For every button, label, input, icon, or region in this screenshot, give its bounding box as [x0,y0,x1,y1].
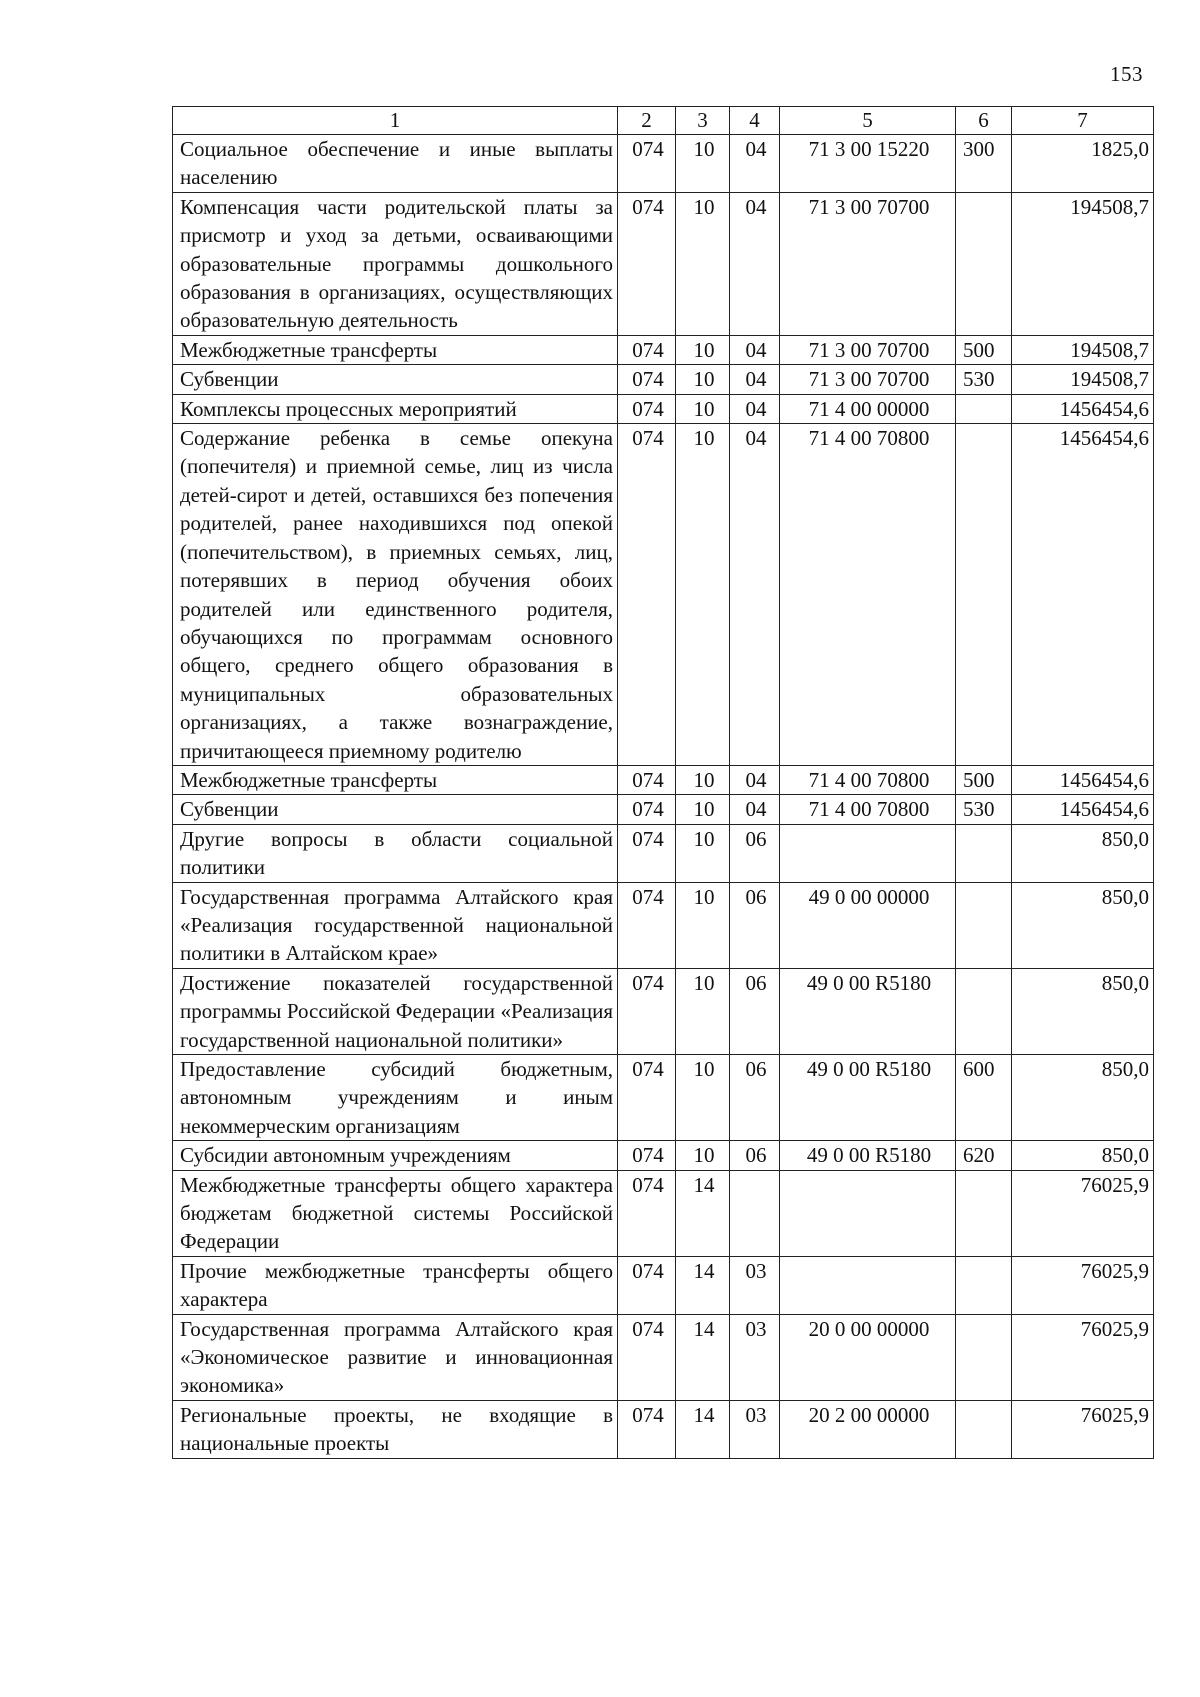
cell-expense-type [956,1314,1012,1400]
table-row [173,1170,1154,1256]
cell-subsection: 06 [730,824,780,882]
cell-subsection: 06 [730,968,780,1054]
cell-target-article [780,824,956,882]
cell-amount: 1456454,6 [1012,394,1154,423]
cell-amount: 1456454,6 [1012,795,1154,824]
cell-expense-type [956,968,1012,1054]
table-row [173,882,1154,968]
cell-admin-code: 074 [618,424,676,766]
cell-subsection: 04 [730,335,780,364]
cell-amount: 76025,9 [1012,1256,1154,1314]
cell-amount: 194508,7 [1012,192,1154,335]
cell-name: Государственная программа Алтайского края «Реализация государственной национальной политики в Алтайском крае» [173,882,618,968]
cell-section: 14 [676,1170,730,1256]
cell-expense-type: 300 [956,135,1012,193]
cell-section: 10 [676,192,730,335]
cell-section: 10 [676,1055,730,1141]
header-col-6: 6 [956,107,1012,135]
cell-subsection: 06 [730,1141,780,1170]
cell-name: Компенсация части родительской платы за присмотр и уход за детьми, осваивающими образовательные программы дошкольного образования в организациях, осуществляющих образовательную деятельность [173,192,618,335]
cell-target-article: 49 0 00 R5180 [780,968,956,1054]
cell-subsection: 04 [730,765,780,794]
cell-name: Субвенции [173,795,618,824]
table-row [173,1256,1154,1314]
cell-name: Региональные проекты, не входящие в национальные проекты [173,1400,618,1458]
cell-section: 10 [676,424,730,766]
cell-expense-type: 600 [956,1055,1012,1141]
cell-amount: 850,0 [1012,1141,1154,1170]
header-col-3: 3 [676,107,730,135]
cell-amount: 194508,7 [1012,365,1154,394]
cell-name: Комплексы процессных мероприятий [173,394,618,423]
cell-subsection: 03 [730,1314,780,1400]
cell-expense-type [956,1400,1012,1458]
cell-expense-type: 530 [956,795,1012,824]
budget-table [172,106,1154,1459]
cell-target-article [780,1170,956,1256]
table-row [173,795,1154,824]
cell-admin-code: 074 [618,192,676,335]
cell-section: 10 [676,394,730,423]
cell-name: Содержание ребенка в семье опекуна (попечителя) и приемной семье, лиц из числа детей-сирот и детей, оставшихся без попечения родителей, ранее находившихся под опекой (попечительством), в приемных семьях, лиц, потерявших в период обучения обоих родителей или единственного родителя, обучающихся по программам основного общего, среднего общего образования в муниципальных образовательных организациях, а также вознаграждение, причитающееся приемному родителю [173,424,618,766]
cell-section: 10 [676,335,730,364]
cell-amount: 850,0 [1012,1055,1154,1141]
table-row [173,135,1154,193]
header-col-4: 4 [730,107,780,135]
cell-name: Субсидии автономным учреждениям [173,1141,618,1170]
cell-target-article [780,1256,956,1314]
table-row [173,424,1154,766]
cell-admin-code: 074 [618,365,676,394]
cell-subsection [730,1170,780,1256]
table-row [173,1314,1154,1400]
cell-section: 10 [676,824,730,882]
cell-expense-type [956,882,1012,968]
cell-expense-type [956,824,1012,882]
cell-section: 10 [676,968,730,1054]
cell-target-article: 71 4 00 00000 [780,394,956,423]
cell-subsection: 03 [730,1400,780,1458]
header-col-2: 2 [618,107,676,135]
cell-name: Социальное обеспечение и иные выплаты населению [173,135,618,193]
table-row [173,1055,1154,1141]
cell-expense-type: 500 [956,335,1012,364]
table-row [173,365,1154,394]
cell-amount: 76025,9 [1012,1314,1154,1400]
cell-amount: 850,0 [1012,882,1154,968]
header-col-1: 1 [173,107,618,135]
cell-amount: 1825,0 [1012,135,1154,193]
cell-subsection: 06 [730,1055,780,1141]
cell-amount: 194508,7 [1012,335,1154,364]
cell-expense-type [956,394,1012,423]
table-row [173,394,1154,423]
cell-target-article: 49 0 00 00000 [780,882,956,968]
cell-section: 14 [676,1400,730,1458]
cell-section: 10 [676,365,730,394]
cell-target-article: 20 0 00 00000 [780,1314,956,1400]
cell-name: Субвенции [173,365,618,394]
cell-subsection: 06 [730,882,780,968]
cell-amount: 850,0 [1012,968,1154,1054]
cell-section: 10 [676,135,730,193]
table-row [173,192,1154,335]
cell-subsection: 04 [730,135,780,193]
cell-amount: 850,0 [1012,824,1154,882]
cell-name: Предоставление субсидий бюджетным, автономным учреждениям и иным некоммерческим организациям [173,1055,618,1141]
cell-target-article: 49 0 00 R5180 [780,1055,956,1141]
cell-admin-code: 074 [618,968,676,1054]
cell-admin-code: 074 [618,1314,676,1400]
cell-section: 10 [676,795,730,824]
cell-expense-type [956,1256,1012,1314]
cell-target-article: 71 3 00 70700 [780,335,956,364]
cell-admin-code: 074 [618,1256,676,1314]
cell-admin-code: 074 [618,1170,676,1256]
cell-target-article: 20 2 00 00000 [780,1400,956,1458]
header-row [173,107,1154,135]
cell-admin-code: 074 [618,1400,676,1458]
header-col-7: 7 [1012,107,1154,135]
cell-subsection: 04 [730,365,780,394]
header-col-5: 5 [780,107,956,135]
cell-name: Межбюджетные трансферты [173,335,618,364]
cell-admin-code: 074 [618,1055,676,1141]
cell-expense-type: 500 [956,765,1012,794]
table-row [173,968,1154,1054]
page-number: 153 [1110,62,1143,86]
table-row [173,765,1154,794]
cell-expense-type [956,1170,1012,1256]
cell-admin-code: 074 [618,882,676,968]
cell-subsection: 04 [730,795,780,824]
cell-admin-code: 074 [618,795,676,824]
cell-section: 14 [676,1314,730,1400]
cell-name: Межбюджетные трансферты [173,765,618,794]
cell-amount: 76025,9 [1012,1400,1154,1458]
cell-expense-type [956,192,1012,335]
cell-subsection: 04 [730,394,780,423]
cell-target-article: 71 3 00 15220 [780,135,956,193]
cell-section: 10 [676,765,730,794]
cell-name: Прочие межбюджетные трансферты общего характера [173,1256,618,1314]
cell-section: 10 [676,882,730,968]
cell-expense-type [956,424,1012,766]
cell-target-article: 49 0 00 R5180 [780,1141,956,1170]
cell-subsection: 04 [730,424,780,766]
cell-section: 14 [676,1256,730,1314]
cell-amount: 1456454,6 [1012,765,1154,794]
cell-amount: 76025,9 [1012,1170,1154,1256]
cell-name: Государственная программа Алтайского края «Экономическое развитие и инновационная экономика» [173,1314,618,1400]
cell-admin-code: 074 [618,1141,676,1170]
cell-admin-code: 074 [618,335,676,364]
cell-admin-code: 074 [618,765,676,794]
cell-name: Межбюджетные трансферты общего характера бюджетам бюджетной системы Российской Федерации [173,1170,618,1256]
cell-admin-code: 074 [618,135,676,193]
cell-amount: 1456454,6 [1012,424,1154,766]
table-row [173,1400,1154,1458]
cell-target-article: 71 4 00 70800 [780,795,956,824]
cell-target-article: 71 3 00 70700 [780,365,956,394]
table-row [173,824,1154,882]
cell-section: 10 [676,1141,730,1170]
cell-expense-type: 620 [956,1141,1012,1170]
table-row [173,1141,1154,1170]
table-row [173,335,1154,364]
cell-target-article: 71 3 00 70700 [780,192,956,335]
cell-name: Другие вопросы в области социальной политики [173,824,618,882]
cell-name: Достижение показателей государственной программы Российской Федерации «Реализация государственной национальной политики» [173,968,618,1054]
cell-expense-type: 530 [956,365,1012,394]
cell-target-article: 71 4 00 70800 [780,424,956,766]
cell-subsection: 03 [730,1256,780,1314]
cell-target-article: 71 4 00 70800 [780,765,956,794]
cell-admin-code: 074 [618,824,676,882]
cell-admin-code: 074 [618,394,676,423]
cell-subsection: 04 [730,192,780,335]
